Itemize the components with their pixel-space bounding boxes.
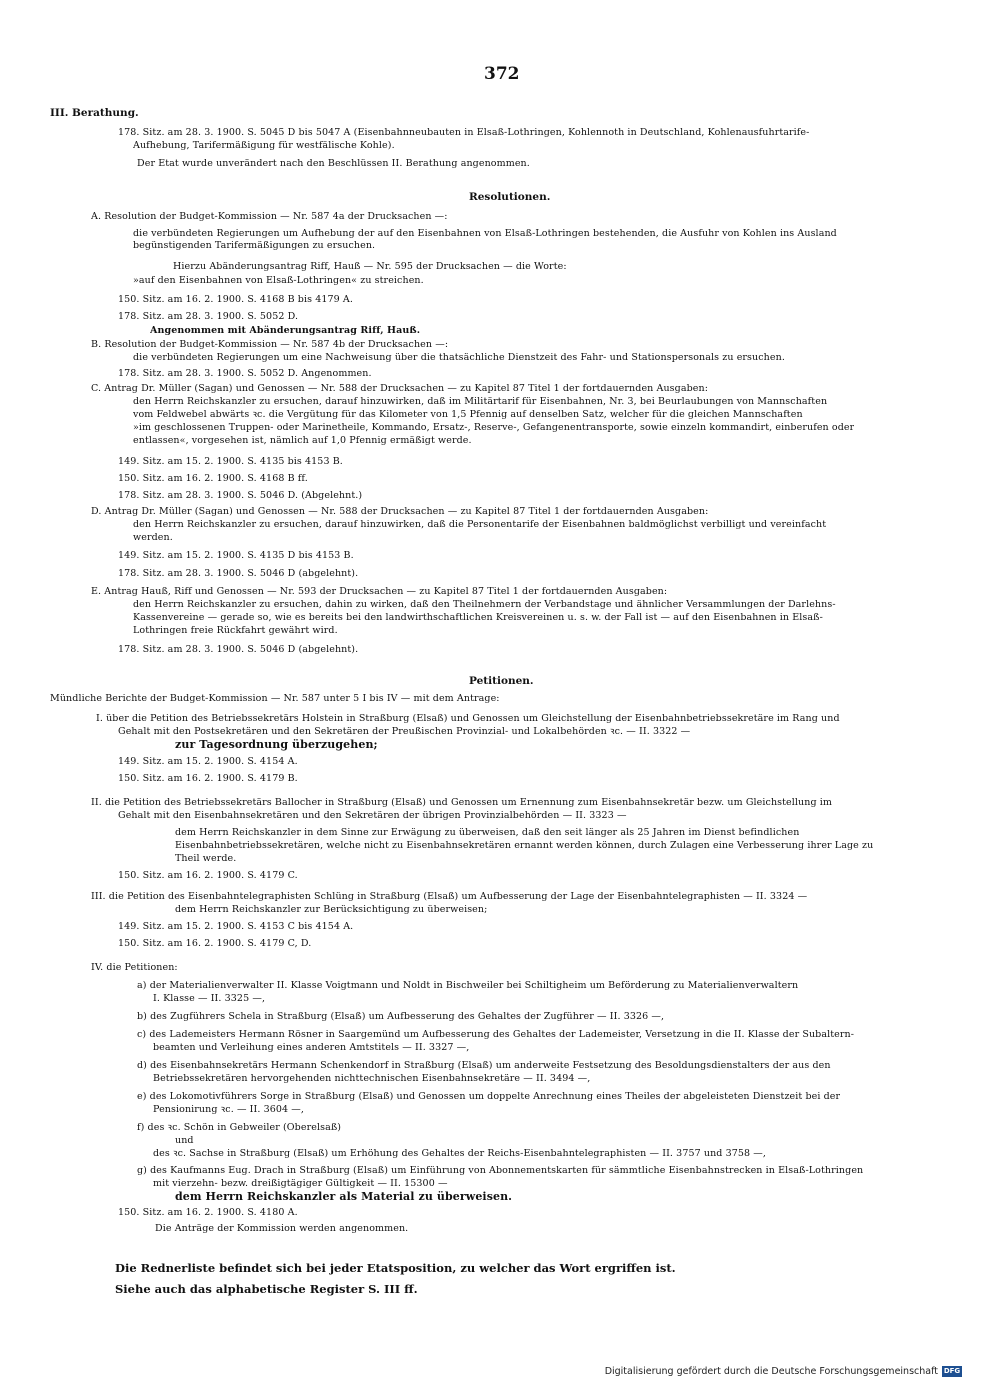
text-line: Theil werde. [175,853,237,864]
text-line: Betriebssekretären hervorgehenden nichttechnischen Eisenbahnsekretäre — II. 3494 —, [153,1073,591,1084]
text-line: 150. Sitz. am 16. 2. 1900. S. 4168 B bis 4179 A. [118,294,353,305]
closing-line: Siehe auch das alphabetische Register S. III ff. [115,1282,418,1296]
text-line: beamten und Verleihung eines anderen Amtstitels — II. 3327 —, [153,1042,470,1053]
text-line: den Herrn Reichskanzler zu ersuchen, dahin zu wirken, daß den Theilnehmern der Verbandstage und ähnlicher Versammlungen der Darlehns- [133,599,836,610]
text-line: Gehalt mit den Postsekretären und den Sekretären der Preußischen Provinzial- und Lokalbehörden ꝛc. — II. 3322 — [118,726,691,737]
text-line: 178. Sitz. am 28. 3. 1900. S. 5046 D (abgelehnt). [118,568,359,579]
text-line: I. Klasse — II. 3325 —, [153,993,266,1004]
text-line: Angenommen mit Abänderungsantrag Riff, Hauß. [150,325,421,336]
text-line: Mündliche Berichte der Budget-Kommission — Nr. 587 unter 5 I bis IV — mit dem Antrage: [50,693,500,704]
text-line: 150. Sitz. am 16. 2. 1900. S. 4168 B ff. [118,473,308,484]
text-line: E. Antrag Hauß, Riff und Genossen — Nr. 593 der Drucksachen — zu Kapitel 87 Titel 1 der fortdauernden Ausgaben: [91,586,668,597]
text-line: dem Herrn Reichskanzler in dem Sinne zur Erwägung zu überweisen, daß den seit länger als 25 Jahren im Dienst befindlichen [175,827,800,838]
text-line: mit vierzehn- bezw. dreißigtägiger Gültigkeit — II. 15300 — [153,1178,448,1189]
text-line: B. Resolution der Budget-Kommission — Nr. 587 4b der Drucksachen —: [91,339,449,350]
text-line: »auf den Eisenbahnen von Elsaß-Lothringen« zu streichen. [133,275,424,286]
text-line: d) des Eisenbahnsekretärs Hermann Schenkendorf in Straßburg (Elsaß) um anderweite Festsetzung des Besoldungsdienstalters der aus den [137,1060,831,1071]
text-line: III. die Petition des Eisenbahntelegraphisten Schlüng in Straßburg (Elsaß) um Aufbesserung der Lage der Eisenbahntelegraphisten — II. 3324 — [91,891,808,902]
text-line: entlassen«, vorgesehen ist, nämlich auf 1,0 Pfennig ermäßigt werde. [133,435,472,446]
text-line: Der Etat wurde unverändert nach den Beschlüssen II. Berathung angenommen. [137,158,530,169]
text-line: 178. Sitz. am 28. 3. 1900. S. 5052 D. [118,311,299,322]
text-line: 149. Sitz. am 15. 2. 1900. S. 4135 D bis 4153 B. [118,550,354,561]
text-line: des ꝛc. Sachse in Straßburg (Elsaß) um Erhöhung des Gehaltes der Reichs-Eisenbahntelegraphisten — II. 3757 und 3758 —, [153,1148,767,1159]
text-line: IV. die Petitionen: [91,962,178,973]
text-line: und [175,1135,194,1146]
text-line: Kassenvereine — gerade so, wie es bereits bei den landwirthschaftlichen Kreisvereinen u. s. w. der Fall ist — auf den Eisenbahnen in Elsaß- [133,612,823,623]
text-line: 178. Sitz. am 28. 3. 1900. S. 5046 D (abgelehnt). [118,644,359,655]
text-line: 149. Sitz. am 15. 2. 1900. S. 4154 A. [118,756,298,767]
text-line: Lothringen freie Rückfahrt gewährt wird. [133,625,338,636]
text-line: e) des Lokomotivführers Sorge in Straßburg (Elsaß) und Genossen um doppelte Anrechnung eines Theiles der abgeleisteten Dienstzeit bei der [137,1091,841,1102]
petitions-heading: Petitionen. [469,675,534,687]
text-line: 150. Sitz. am 16. 2. 1900. S. 4179 C. [118,870,298,881]
page-number: 372 [484,64,520,84]
text-line: a) der Materialienverwalter II. Klasse Voigtmann und Noldt in Bischweiler bei Schiltigheim um Beförderung zu Materialienverwaltern [137,980,799,991]
text-line: Aufhebung, Tarifermäßigung für westfälische Kohle). [133,140,395,151]
text-line: die verbündeten Regierungen um eine Nachweisung über die thatsächliche Dienstzeit des Fahr- und Stationspersonals zu ersuchen. [133,352,785,363]
text-line: begünstigenden Tarifermäßigungen zu ersuchen. [133,240,376,251]
text-line: »im geschlossenen Truppen- oder Marinetheile, Kommando, Ersatz-, Reserve-, Gefangenentransporte, sowie einzeln kommandirt, einberufen oder [133,422,855,433]
text-line: 150. Sitz. am 16. 2. 1900. S. 4179 B. [118,773,298,784]
text-line: zur Tagesordnung überzugehen; [175,739,378,751]
text-line: dem Herrn Reichskanzler als Material zu überweisen. [175,1191,513,1203]
text-line: 178. Sitz. am 28. 3. 1900. S. 5046 D. (Abgelehnt.) [118,490,363,501]
text-line: Pensionirung ꝛc. — II. 3604 —, [153,1104,305,1115]
text-line: 149. Sitz. am 15. 2. 1900. S. 4153 C bis 4154 A. [118,921,354,932]
text-line: Die Anträge der Kommission werden angenommen. [155,1223,409,1234]
text-line: werden. [133,532,173,543]
text-line: vom Feldwebel abwärts ꝛc. die Vergütung für das Kilometer von 1,5 Pfennig auf denselben Satz, welcher für die gleichen Mannschaften [133,409,803,420]
text-line: Eisenbahnbetriebssekretären, welche nicht zu Eisenbahnsekretären ernannt werden können, durch Zulagen eine Verbesserung ihrer Lage zu [175,840,874,851]
text-line: c) des Lademeisters Hermann Rösner in Saargemünd um Aufbesserung des Gehaltes der Lademeister, Versetzung in die II. Klasse der Subaltern- [137,1029,855,1040]
text-line: C. Antrag Dr. Müller (Sagan) und Genossen — Nr. 588 der Drucksachen — zu Kapitel 87 Titel 1 der fortdauernden Ausgaben: [91,383,709,394]
text-line: II. die Petition des Betriebssekretärs Ballocher in Straßburg (Elsaß) und Genossen um Ernennung zum Eisenbahnsekretär bezw. um Gleichstellung im [91,797,833,808]
text-line: D. Antrag Dr. Müller (Sagan) und Genossen — Nr. 588 der Drucksachen — zu Kapitel 87 Titel 1 der fortdauernden Ausgaben: [91,506,709,517]
text-line: 150. Sitz. am 16. 2. 1900. S. 4179 C, D. [118,938,312,949]
text-line: 149. Sitz. am 15. 2. 1900. S. 4135 bis 4153 B. [118,456,343,467]
text-line: f) des ꝛc. Schön in Gebweiler (Oberelsaß) [137,1122,342,1133]
text-line: g) des Kaufmanns Eug. Drach in Straßburg (Elsaß) um Einführung von Abonnementskarten für sämmtliche Eisenbahnstrecken in Elsaß-Lothringen [137,1165,864,1176]
closing-line: Die Rednerliste befindet sich bei jeder Etatsposition, zu welcher das Wort ergriffen ist. [115,1261,676,1275]
footer [605,1366,962,1377]
text-line: 150. Sitz. am 16. 2. 1900. S. 4180 A. [118,1207,298,1218]
text-line: dem Herrn Reichskanzler zur Berücksichtigung zu überweisen; [175,904,488,915]
text-line: Gehalt mit den Eisenbahnsekretären und den Sekretären der übrigen Provinzialbehörden — II. 3323 — [118,810,627,821]
text-line: den Herrn Reichskanzler zu ersuchen, darauf hinzuwirken, daß im Militärtarif für Eisenbahnen, Nr. 3, bei Beurlaubungen von Mannschaften [133,396,828,407]
dfg-logo-icon: DFG [943,1367,961,1375]
text-line: 178. Sitz. am 28. 3. 1900. S. 5052 D. Angenommen. [118,368,372,379]
text-line: b) des Zugführers Schela in Straßburg (Elsaß) um Aufbesserung des Gehaltes der Zugführer — II. 3326 —, [137,1011,665,1022]
resolutions-heading: Resolutionen. [469,191,551,203]
section-heading: III. Berathung. [50,107,139,119]
footer-text: Digitalisierung gefördert durch die Deutsche Forschungsgemeinschaft [604,1366,938,1377]
text-line: 178. Sitz. am 28. 3. 1900. S. 5045 D bis 5047 A (Eisenbahnneubauten in Elsaß-Lothringen, Kohlennoth in Deutschland, Kohlenausfuhrtarife- [118,127,810,138]
text-line: Hierzu Abänderungsantrag Riff, Hauß — Nr. 595 der Drucksachen — die Worte: [173,261,567,272]
text-line: den Herrn Reichskanzler zu ersuchen, darauf hinzuwirken, daß die Personentarife der Eisenbahnen baldmöglichst verbilligt und vereinfacht [133,519,827,530]
text-line: A. Resolution der Budget-Kommission — Nr. 587 4a der Drucksachen —: [91,211,448,222]
text-line: die verbündeten Regierungen um Aufhebung der auf den Eisenbahnen von Elsaß-Lothringen bestehenden, die Ausfuhr von Kohlen ins Ausland [133,228,837,239]
text-line: I. über die Petition des Betriebssekretärs Holstein in Straßburg (Elsaß) und Genossen um Gleichstellung der Eisenbahnbetriebssekretäre im Rang und [96,713,840,724]
